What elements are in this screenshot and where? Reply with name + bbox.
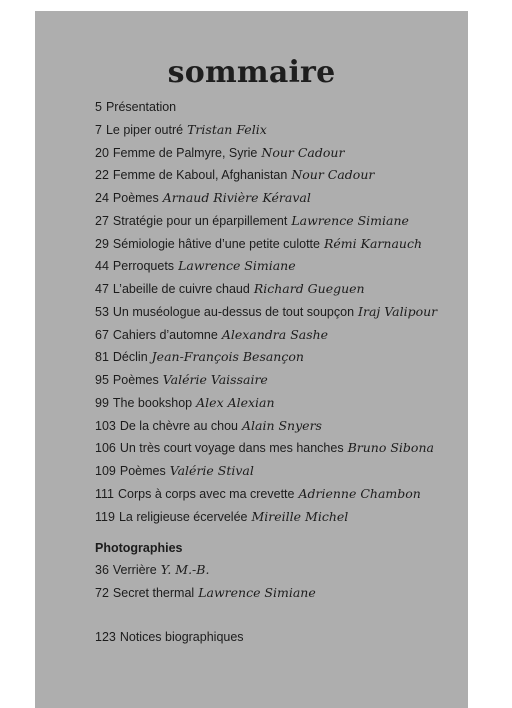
contents-entry <box>95 506 437 529</box>
page-number: 95 <box>95 373 109 387</box>
contents-entry <box>95 278 437 301</box>
entry-author: Richard Gueguen <box>253 281 365 296</box>
entry-title: Le piper outré <box>105 122 184 137</box>
entry-title: Sémiologie hâtive d’une petite culotte <box>112 236 320 251</box>
entry-author: Alex Alexian <box>196 394 275 410</box>
entry-author: Nour Cadour <box>261 144 345 160</box>
entry-title: Un muséologue au-dessus de tout soupçon <box>112 304 355 319</box>
contents-entry <box>95 187 437 210</box>
page-number: 29 <box>95 236 109 251</box>
entry-title: La religieuse écervelée <box>118 509 248 524</box>
contents-entry <box>95 142 437 165</box>
entry-title: Femme de Kaboul, Afghanistan <box>112 168 288 183</box>
page-number: 36 <box>95 563 109 577</box>
entry-author: Valérie Stival <box>169 463 254 478</box>
entry-title: Notices biographiques <box>119 630 244 644</box>
page-number: 111 <box>95 486 115 501</box>
contents-entry <box>95 119 437 142</box>
photo-entry <box>95 582 316 605</box>
contents-entry <box>95 392 437 415</box>
entry-title: Stratégie pour un éparpillement <box>112 213 288 228</box>
entry-title: Femme de Palmyre, Syrie <box>112 145 258 160</box>
page-number: 106 <box>95 441 116 456</box>
entry-title: Cahiers d’automne <box>112 327 218 342</box>
entry-title: Déclin <box>112 350 148 365</box>
entry-author: Iraj Valipour <box>358 303 438 319</box>
contents-panel <box>35 11 468 708</box>
contents-entry <box>95 346 437 369</box>
entry-title: Présentation <box>105 100 177 114</box>
page-number: 5 <box>95 100 102 114</box>
entry-author: Alain Snyers <box>242 417 322 433</box>
contents-entry <box>95 301 437 324</box>
entry-title: Poèmes <box>112 191 159 205</box>
contents-entry <box>95 437 437 460</box>
entry-title: De la chèvre au chou <box>119 418 238 433</box>
contents-list <box>95 96 437 528</box>
entry-author: Adrienne Chambon <box>298 485 421 501</box>
entry-author: Valérie Vaissaire <box>162 372 268 387</box>
entry-author: Nour Cadour <box>291 167 375 183</box>
page-number: 99 <box>95 395 109 410</box>
entry-title: Perroquets <box>112 259 175 274</box>
contents-entry <box>95 369 437 392</box>
page-number: 103 <box>95 418 116 433</box>
entry-author: Mireille Michel <box>251 508 349 524</box>
contents-entry <box>95 164 437 187</box>
entry-title: Un très court voyage dans mes hanches <box>119 441 344 456</box>
entry-author: Lawrence Simiane <box>178 258 296 274</box>
contents-entry <box>95 233 437 256</box>
entry-title: The bookshop <box>112 395 193 410</box>
photographies-list <box>95 559 316 605</box>
contents-entry <box>95 483 437 506</box>
entry-author: Arnaud Rivière Kéraval <box>162 190 311 205</box>
page-number: 81 <box>95 350 109 365</box>
entry-author: Rémi Karnauch <box>324 235 423 251</box>
entry-title: Corps à corps avec ma crevette <box>118 486 295 501</box>
page-title: sommaire <box>167 55 336 90</box>
notices-entry <box>95 630 244 644</box>
entry-author: Lawrence Simiane <box>198 584 316 600</box>
entry-title: L’abeille de cuivre chaud <box>112 282 250 296</box>
entry-author: Bruno Sibona <box>347 440 434 456</box>
contents-entry <box>95 96 437 119</box>
page-number: 22 <box>95 168 109 183</box>
page-number: 123 <box>95 630 116 644</box>
contents-entry <box>95 210 437 233</box>
page-number: 44 <box>95 259 109 274</box>
entry-author: Lawrence Simiane <box>291 212 409 228</box>
page-number: 27 <box>95 213 109 228</box>
page-number: 119 <box>95 509 115 524</box>
page-number: 53 <box>95 304 109 319</box>
contents-entry <box>95 460 437 483</box>
page-number: 47 <box>95 282 109 296</box>
entry-author: Alexandra Sashe <box>221 326 329 342</box>
contents-entry <box>95 255 437 278</box>
photographies-heading: Photographies <box>95 541 183 555</box>
entry-title: Verrière <box>112 563 157 577</box>
page-number: 72 <box>95 585 109 600</box>
page-number: 109 <box>95 464 116 478</box>
contents-entry <box>95 324 437 347</box>
entry-title: Poèmes <box>119 464 166 478</box>
page-number: 20 <box>95 145 109 160</box>
contents-entry <box>95 415 437 438</box>
photo-entry <box>95 559 316 582</box>
page-number: 67 <box>95 327 109 342</box>
entry-title: Secret thermal <box>112 585 195 600</box>
page-number: 7 <box>95 122 102 137</box>
entry-author: Y. M.-B. <box>160 562 210 577</box>
page-number: 24 <box>95 191 109 205</box>
entry-author: Jean-François Besançon <box>151 349 304 365</box>
entry-title: Poèmes <box>112 373 159 387</box>
entry-author: Tristan Felix <box>187 121 267 137</box>
